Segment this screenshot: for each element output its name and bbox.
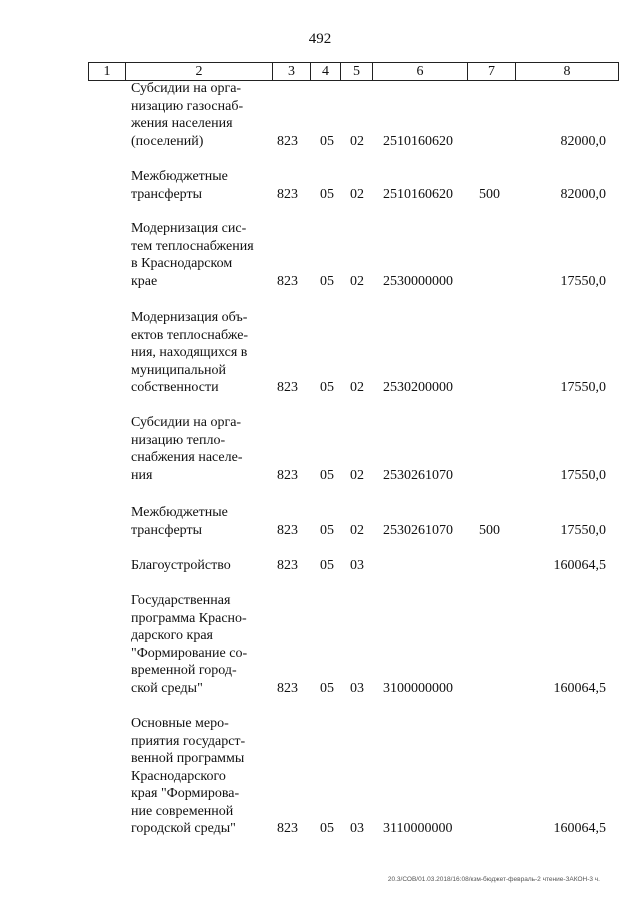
cell-c6: 3100000000 (383, 680, 453, 696)
row-description (131, 592, 265, 697)
cell-c7: 500 (479, 522, 500, 538)
cell-c4: 05 (320, 380, 334, 395)
description-line: Благоустройство (131, 558, 231, 573)
cell-c4: 05 (320, 522, 334, 538)
page-number: 492 (308, 31, 332, 47)
cell-c3: 823 (277, 522, 298, 538)
cell-c5: 03 (350, 558, 364, 573)
description-line: Межбюджетные (131, 169, 228, 184)
description-line: в Краснодарском (131, 256, 233, 271)
row-description (131, 309, 265, 397)
cell-c5: 03 (350, 680, 364, 696)
cell-c8: 17550,0 (560, 273, 606, 289)
description-line: муниципальной (131, 362, 227, 378)
cell-c6: 2530261070 (383, 467, 453, 483)
column-header: 6 (373, 63, 468, 81)
document-footer: 20.3/СОВ/01.03.2018/16:08/кзм-бюджет-февраль-2 чтение-ЗАКОН-3 ч. (387, 876, 600, 883)
description-line: временной город- (131, 663, 237, 678)
cell-c8: 160064,5 (553, 558, 606, 573)
cell-c5: 03 (350, 821, 364, 836)
description-line: Модернизация сис- (131, 221, 247, 236)
description-line: трансферты (131, 186, 203, 202)
description-line: Краснодарского (131, 768, 226, 784)
column-header: 8 (516, 63, 619, 81)
description-line: "Формирование со- (131, 645, 248, 661)
description-line: программа Красно- (131, 610, 247, 626)
cell-c6: 2530000000 (383, 273, 453, 289)
cell-c8: 17550,0 (560, 522, 606, 538)
cell-c4: 05 (320, 558, 334, 573)
cell-c3: 823 (277, 380, 298, 395)
description-line: (поселений) (131, 133, 204, 149)
cell-c8: 17550,0 (560, 380, 606, 395)
description-line: тем теплоснабжения (131, 238, 254, 254)
cell-c3: 823 (277, 186, 298, 202)
cell-c3: 823 (277, 467, 298, 483)
description-line: ской среды" (131, 680, 203, 696)
cell-c8: 17550,0 (560, 467, 606, 483)
column-header: 1 (89, 63, 126, 81)
description-line: ектов теплоснабже- (131, 327, 249, 343)
cell-c8: 82000,0 (560, 186, 606, 202)
cell-c3: 823 (277, 821, 298, 836)
column-header: 4 (311, 63, 341, 81)
description-line: низацию тепло- (131, 432, 226, 448)
cell-c4: 05 (320, 821, 334, 836)
column-header: 5 (341, 63, 373, 81)
row-description (131, 80, 265, 150)
description-line: приятия государст- (131, 733, 246, 749)
description-line: ние современной (131, 803, 234, 819)
description-line: крае (131, 273, 158, 289)
cell-c4: 05 (320, 467, 334, 483)
cell-c5: 02 (350, 186, 364, 202)
cell-c8: 160064,5 (553, 821, 606, 836)
cell-c8: 160064,5 (553, 680, 606, 696)
description-line: Субсидии на орга- (131, 415, 242, 430)
row-description (131, 715, 265, 838)
cell-c3: 823 (277, 133, 298, 149)
description-line: дарского края (131, 628, 213, 643)
cell-c5: 02 (350, 133, 364, 149)
description-line: края "Формирова- (131, 786, 240, 801)
cell-c6: 2530261070 (383, 522, 453, 538)
cell-c4: 05 (320, 680, 334, 696)
row-description (131, 504, 265, 539)
description-line: низацию газоснаб- (131, 98, 244, 114)
description-line: Субсидии на орга- (131, 81, 242, 96)
cell-c5: 02 (350, 380, 364, 395)
description-line: собственности (131, 380, 219, 395)
cell-c3: 823 (277, 558, 298, 573)
cell-c4: 05 (320, 133, 334, 149)
cell-c4: 05 (320, 273, 334, 289)
description-line: трансферты (131, 522, 203, 538)
description-line: Основные меро- (131, 716, 229, 731)
description-line: снабжения населе- (131, 450, 243, 465)
cell-c4: 05 (320, 186, 334, 202)
description-line: Модернизация объ- (131, 310, 248, 325)
cell-c3: 823 (277, 273, 298, 289)
description-line: Межбюджетные (131, 505, 228, 520)
cell-c6: 3110000000 (383, 821, 453, 836)
cell-c3: 823 (277, 680, 298, 696)
cell-c6: 2510160620 (383, 133, 453, 149)
description-line: жения населения (131, 116, 233, 131)
cell-c7: 500 (479, 186, 500, 202)
description-line: городской среды" (131, 821, 236, 836)
row-description (131, 220, 265, 290)
cell-c6: 2510160620 (383, 186, 453, 202)
row-description (131, 168, 265, 203)
row-description (131, 414, 265, 484)
description-line: венной программы (131, 751, 245, 766)
column-header: 3 (273, 63, 311, 81)
description-line: Государственная (131, 593, 231, 608)
cell-c5: 02 (350, 273, 364, 289)
cell-c8: 82000,0 (560, 133, 606, 149)
column-header: 2 (126, 63, 273, 81)
cell-c5: 02 (350, 467, 364, 483)
description-line: ния (131, 467, 153, 483)
row-description (131, 557, 265, 575)
column-header: 7 (468, 63, 516, 81)
description-line: ния, находящихся в (131, 345, 248, 360)
cell-c5: 02 (350, 522, 364, 538)
cell-c6: 2530200000 (383, 380, 453, 395)
